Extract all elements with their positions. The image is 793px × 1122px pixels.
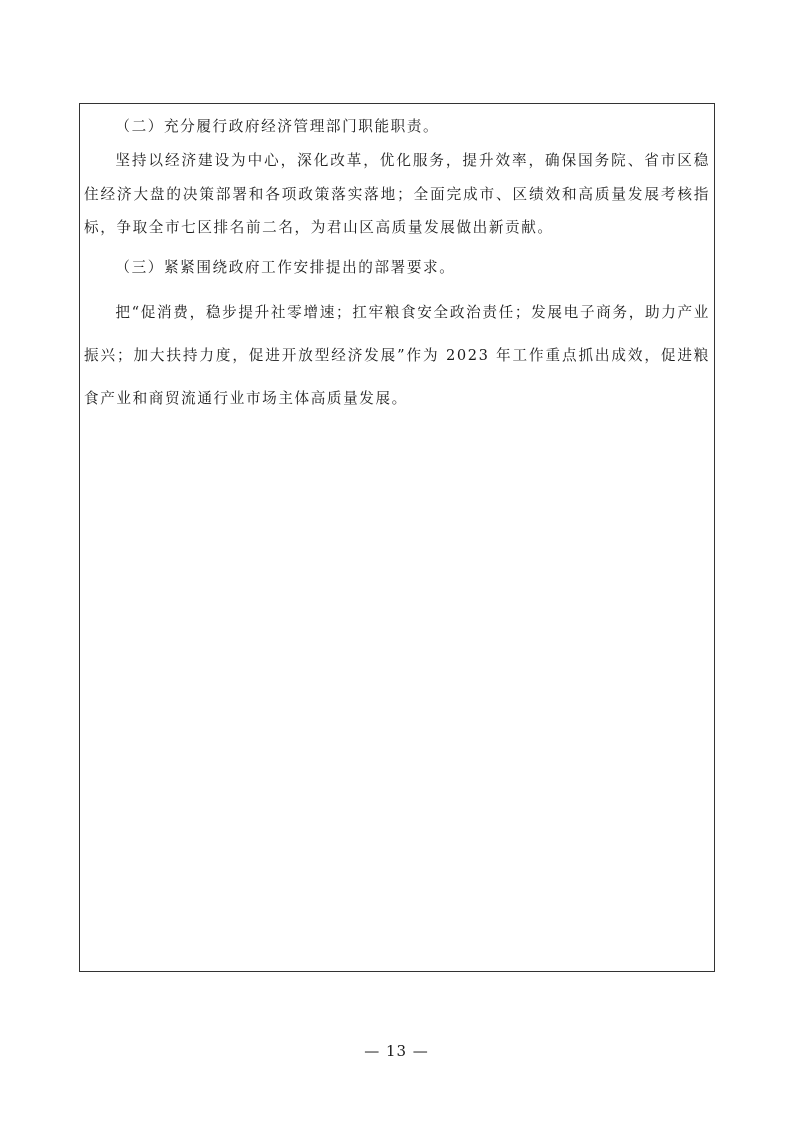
paragraph-work-priorities: 把“促消费，稳步提升社零增速；扛牢粮食安全政治责任；发展电子商务，助力产业振兴；加大扶持力度，促进开放型经济发展”作为 2023 年工作重点抓出成效，促进粮食产业和商贸流通行业市场主体高质量发展。 [84, 303, 710, 407]
document-body [84, 110, 710, 420]
section-heading-2: （二）充分履行政府经济管理部门职能职责。 [115, 118, 440, 135]
paragraph-economic-management: 坚持以经济建设为中心，深化改革，优化服务，提升效率，确保国务院、省市区稳住经济大盘的决策部署和各项政策落实落地；全面完成市、区绩效和高质量发展考核指标，争取全市七区排名前二名，为君山区高质量发展做出新贡献。 [84, 152, 710, 236]
section-heading-3: （三）紧紧围绕政府工作安排提出的部署要求。 [115, 258, 456, 276]
page-number: — 13 — [364, 1042, 429, 1060]
